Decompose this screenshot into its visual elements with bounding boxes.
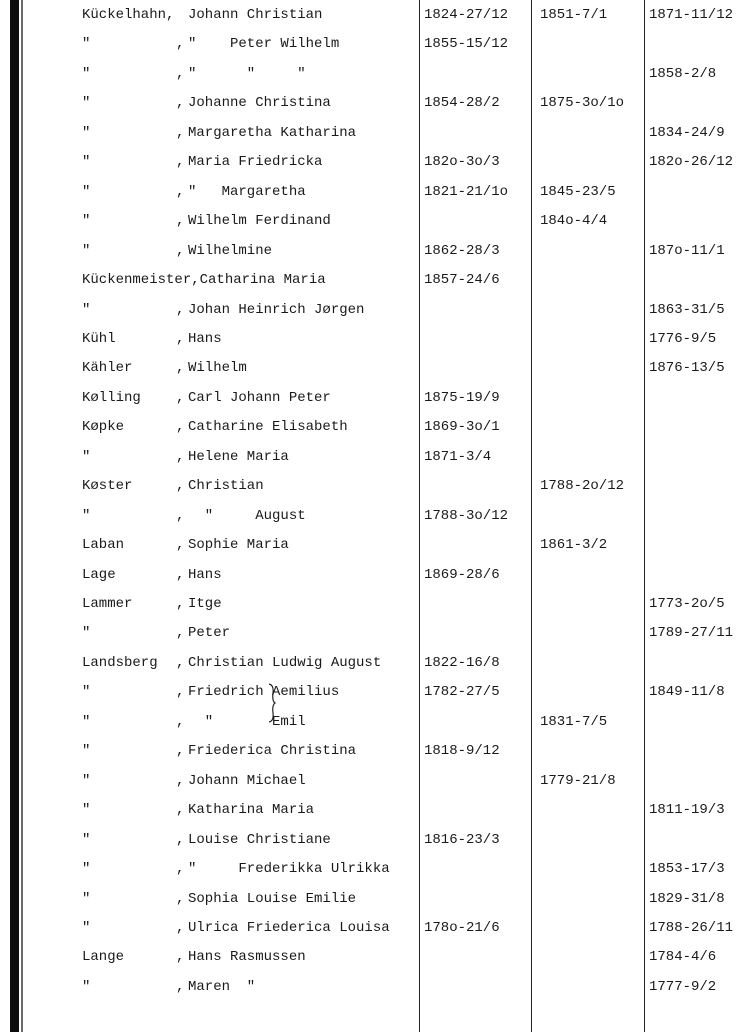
register-row: [0, 237, 750, 266]
date-col-1: 1818-9/12: [424, 743, 500, 760]
date-col-3: 1776-9/5: [649, 330, 717, 347]
date-col-3: 1788-26/11: [649, 919, 734, 936]
separator: ,: [176, 36, 185, 53]
date-col-3: 1834-24/9: [649, 124, 725, 141]
surname: ": [82, 507, 91, 524]
given-names: Christian: [188, 478, 264, 495]
date-col-3: 1789-27/11: [649, 625, 734, 642]
register-row: [0, 472, 750, 501]
register-row: [0, 266, 750, 295]
date-col-3: 1871-11/12: [649, 7, 734, 23]
register-row: [0, 89, 750, 118]
separator: ,: [176, 625, 185, 642]
surname: Lage: [82, 566, 116, 583]
separator: ,: [176, 831, 185, 848]
given-names: " August: [188, 507, 306, 524]
surname: ": [82, 65, 91, 82]
given-names: Helene Maria: [188, 448, 289, 465]
separator: ,: [176, 537, 185, 554]
surname: Laban: [82, 537, 125, 554]
separator: ,: [176, 478, 185, 495]
register-row: [0, 1, 750, 30]
separator: ,: [176, 242, 185, 259]
register-row: [0, 325, 750, 354]
given-names: " Peter Wilhelm: [188, 36, 340, 53]
date-col-1: 1871-3/4: [424, 448, 492, 465]
surname: ": [82, 831, 91, 848]
separator: ,: [176, 596, 185, 612]
given-names: " Emil: [188, 713, 306, 730]
date-col-3: 1858-2/8: [649, 65, 717, 82]
separator: ,: [176, 183, 185, 200]
date-col-1: 1875-19/9: [424, 389, 500, 406]
date-col-3: 1811-19/3: [649, 802, 725, 819]
separator: ,: [176, 978, 185, 995]
date-col-1: 1855-15/12: [424, 36, 509, 53]
date-col-2: 184o-4/4: [540, 213, 608, 230]
separator: ,: [176, 154, 185, 171]
register-row: [0, 649, 750, 678]
register-row: [0, 384, 750, 413]
date-col-3: 1863-31/5: [649, 301, 725, 318]
surname: ": [82, 978, 91, 995]
separator: ,: [176, 389, 185, 406]
date-col-1: 1862-28/3: [424, 242, 500, 259]
date-col-1: 1857-24/6: [424, 272, 500, 289]
register-row: [0, 973, 750, 1002]
separator: ,: [176, 743, 185, 760]
date-col-3: 182o-26/12: [649, 154, 734, 171]
register-row: [0, 885, 750, 914]
given-names: Sophia Louise Emilie: [188, 890, 357, 907]
given-names: Carl Johann Peter: [188, 389, 331, 406]
register-row: [0, 413, 750, 442]
date-col-1: 1869-3o/1: [424, 419, 500, 436]
given-names: " Margaretha: [188, 183, 306, 200]
separator: ,: [176, 124, 185, 141]
separator: ,: [176, 448, 185, 465]
separator: ,: [176, 802, 185, 819]
separator: ,: [176, 95, 185, 112]
surname: Kückenmeister,Catharina Maria: [82, 272, 326, 289]
register-row: [0, 708, 750, 737]
given-names: Maria Friedricka: [188, 154, 323, 171]
register-row: [0, 178, 750, 207]
date-col-1: 1822-16/8: [424, 654, 500, 671]
surname: ": [82, 36, 91, 53]
given-names: Hans Rasmussen: [188, 949, 306, 966]
given-names: Itge: [188, 596, 222, 612]
given-names: Wilhelmine: [188, 242, 273, 259]
register-row: [0, 855, 750, 884]
register-row: [0, 737, 750, 766]
date-col-3: 1876-13/5: [649, 360, 725, 377]
surname: Køpke: [82, 419, 125, 436]
separator: ,: [176, 566, 185, 583]
surname: Lange: [82, 949, 125, 966]
register-row: [0, 531, 750, 560]
register-row: [0, 619, 750, 648]
date-col-1: 178o-21/6: [424, 919, 500, 936]
separator: ,: [176, 507, 185, 524]
date-col-1: 1869-28/6: [424, 566, 500, 583]
surname: ": [82, 743, 91, 760]
date-col-3: 187o-11/1: [649, 242, 725, 259]
surname: Køster: [82, 478, 133, 495]
surname: ": [82, 124, 91, 141]
surname: Lammer: [82, 596, 133, 612]
date-col-2: 1845-23/5: [540, 183, 616, 200]
separator: ,: [176, 772, 185, 789]
register-row: [0, 943, 750, 972]
surname: ": [82, 183, 91, 200]
given-names: Johann Christian: [188, 7, 323, 23]
date-col-2: 1875-3o/1o: [540, 95, 625, 112]
separator: ,: [176, 213, 185, 230]
surname: Kähler: [82, 360, 133, 377]
given-names: Louise Christiane: [188, 831, 331, 848]
register-row: [0, 119, 750, 148]
date-col-2: 1861-3/2: [540, 537, 608, 554]
surname: ": [82, 301, 91, 318]
register-row: [0, 826, 750, 855]
date-col-2: 1831-7/5: [540, 713, 608, 730]
register-row: [0, 590, 750, 619]
surname: ": [82, 95, 91, 112]
date-col-1: 182o-3o/3: [424, 154, 500, 171]
date-col-1: 1782-27/5: [424, 684, 500, 701]
date-col-2: 1779-21/8: [540, 772, 616, 789]
given-names: Catharine Elisabeth: [188, 419, 348, 436]
surname: ": [82, 448, 91, 465]
given-names: Peter: [188, 625, 231, 642]
given-names: Wilhelm Ferdinand: [188, 213, 331, 230]
surname: Kückelhahn,: [82, 7, 175, 23]
date-col-1: 1854-28/2: [424, 95, 500, 112]
surname: ": [82, 684, 91, 701]
surname: Kühl: [82, 330, 116, 347]
register-row: [0, 914, 750, 943]
given-names: Johann Michael: [188, 772, 306, 789]
register-row: [0, 354, 750, 383]
date-col-1: 1824-27/12: [424, 7, 509, 23]
surname: ": [82, 919, 91, 936]
given-names: " " ": [188, 65, 306, 82]
date-col-2: 1788-2o/12: [540, 478, 625, 495]
date-col-3: 1849-11/8: [649, 684, 725, 701]
date-col-3: 1784-4/6: [649, 949, 717, 966]
surname: ": [82, 861, 91, 878]
given-names: Hans: [188, 566, 222, 583]
given-names: Wilhelm: [188, 360, 247, 377]
register-row: [0, 148, 750, 177]
separator: ,: [176, 419, 185, 436]
register-row: [0, 443, 750, 472]
separator: ,: [176, 330, 185, 347]
given-names: Margaretha Katharina: [188, 124, 357, 141]
given-names: Hans: [188, 330, 222, 347]
given-names: Katharina Maria: [188, 802, 315, 819]
surname: Landsberg: [82, 654, 158, 671]
date-col-3: 1829-31/8: [649, 890, 725, 907]
separator: ,: [176, 861, 185, 878]
date-col-1: 1821-21/1o: [424, 183, 509, 200]
register-row: [0, 207, 750, 236]
surname: ": [82, 802, 91, 819]
given-names: Friederica Christina: [188, 743, 357, 760]
register-row: [0, 767, 750, 796]
date-col-3: 1773-2o/5: [649, 596, 725, 612]
given-names: " Frederikka Ulrikka: [188, 861, 390, 878]
separator: ,: [176, 360, 185, 377]
separator: ,: [176, 949, 185, 966]
given-names: Maren ": [188, 978, 256, 995]
separator: ,: [176, 919, 185, 936]
register-row: [0, 502, 750, 531]
date-col-1: 1816-23/3: [424, 831, 500, 848]
surname: Kølling: [82, 389, 141, 406]
given-names: Johan Heinrich Jørgen: [188, 301, 365, 318]
surname: ": [82, 154, 91, 171]
given-names: Ulrica Friederica Louisa: [188, 919, 390, 936]
surname: ": [82, 625, 91, 642]
date-col-3: 1853-17/3: [649, 861, 725, 878]
separator: ,: [176, 654, 185, 671]
separator: ,: [176, 301, 185, 318]
given-names: Christian Ludwig August: [188, 654, 382, 671]
given-names: Sophie Maria: [188, 537, 289, 554]
date-col-3: 1777-9/2: [649, 978, 717, 995]
surname: ": [82, 772, 91, 789]
register-row: [0, 60, 750, 89]
separator: ,: [176, 65, 185, 82]
register-row: [0, 561, 750, 590]
register-row: [0, 796, 750, 825]
given-names: Johanne Christina: [188, 95, 331, 112]
date-col-2: 1851-7/1: [540, 7, 608, 23]
separator: ,: [176, 713, 185, 730]
given-names: Friedrich Aemilius: [188, 684, 340, 701]
date-col-1: 1788-3o/12: [424, 507, 509, 524]
separator: ,: [176, 684, 185, 701]
register-row: [0, 678, 750, 707]
surname: ": [82, 242, 91, 259]
surname: ": [82, 890, 91, 907]
surname: ": [82, 213, 91, 230]
surname: ": [82, 713, 91, 730]
register-row: [0, 296, 750, 325]
register-row: [0, 30, 750, 59]
separator: ,: [176, 890, 185, 907]
